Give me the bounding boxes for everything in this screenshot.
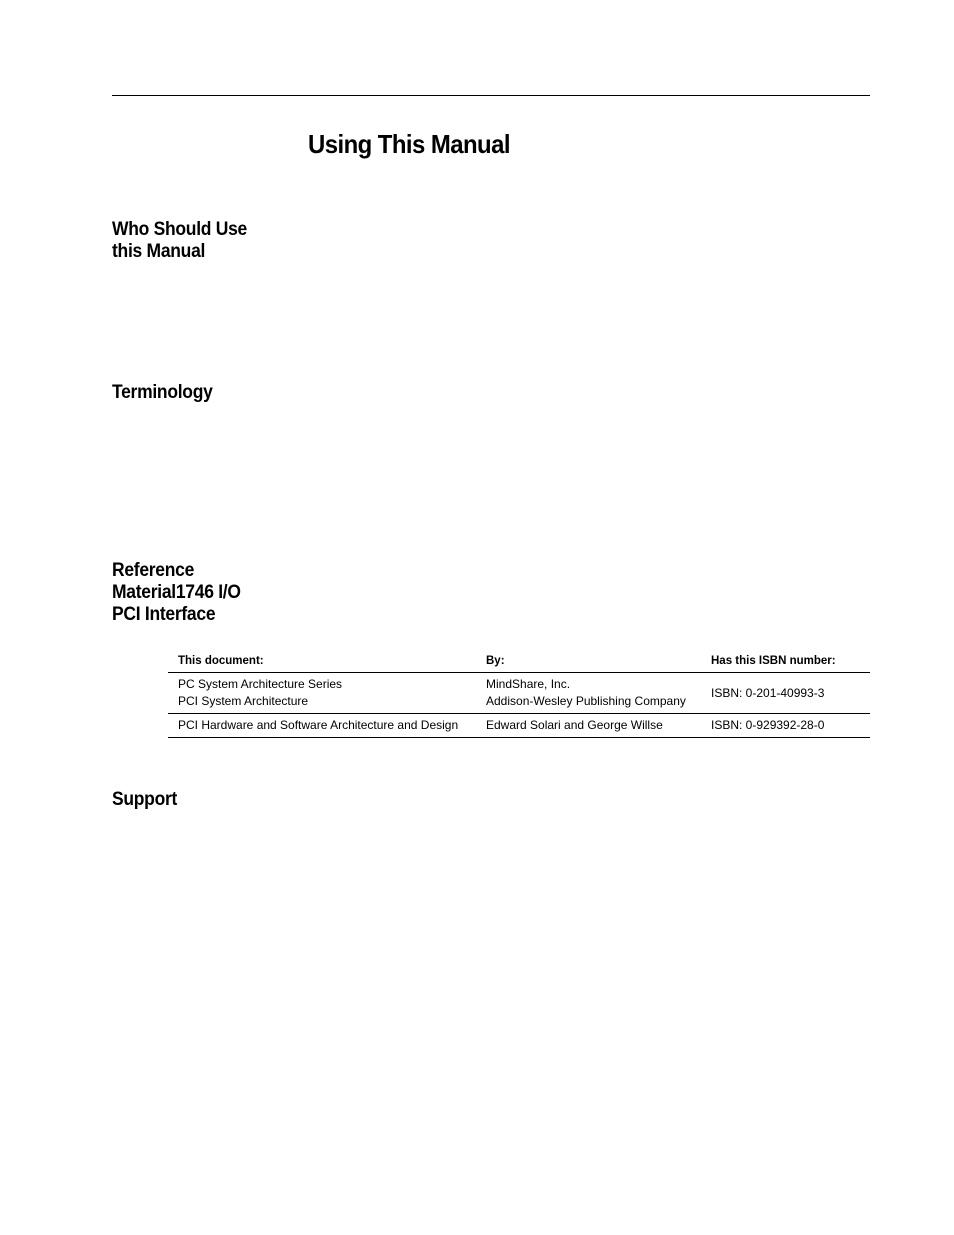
- cell-isbn: ISBN: 0-201-40993-3: [701, 673, 870, 714]
- table-row: [168, 673, 870, 714]
- table-header-row: [168, 651, 870, 673]
- cell-document: [168, 714, 476, 738]
- heading-line: Terminology: [112, 382, 213, 403]
- cell-line: PCI Hardware and Software Architecture and Design: [178, 718, 459, 732]
- cell-line: PCI System Architecture: [178, 694, 309, 708]
- reference-table: [168, 651, 870, 738]
- column-header-isbn: Has this ISBN number:: [701, 651, 870, 673]
- column-header-by: By:: [476, 651, 701, 673]
- heading-line: this Manual: [112, 241, 206, 262]
- heading-line: Who Should Use: [112, 219, 247, 240]
- heading-line: PCI Interface: [112, 604, 216, 625]
- section-heading-support: [112, 789, 177, 811]
- cell-line: Edward Solari and George Willse: [486, 718, 663, 732]
- cell-line: PC System Architecture Series: [178, 677, 343, 691]
- section-heading-reference-material: [112, 560, 241, 626]
- heading-line: Material1746 I/O: [112, 582, 241, 603]
- cell-by: [476, 673, 701, 714]
- cell-by: [476, 714, 701, 738]
- table-row: [168, 714, 870, 738]
- section-heading-who-should-use: [112, 219, 247, 263]
- header-rule: [112, 95, 870, 96]
- heading-line: Support: [112, 789, 178, 810]
- cell-line: Addison-Wesley Publishing Company: [486, 694, 686, 708]
- cell-isbn: ISBN: 0-929392-28-0: [701, 714, 870, 738]
- cell-line: MindShare, Inc.: [486, 677, 571, 691]
- page-title: Using This Manual: [308, 129, 510, 159]
- cell-document: [168, 673, 476, 714]
- heading-line: Reference: [112, 560, 195, 581]
- section-heading-terminology: [112, 382, 213, 404]
- column-header-document: This document:: [168, 651, 476, 673]
